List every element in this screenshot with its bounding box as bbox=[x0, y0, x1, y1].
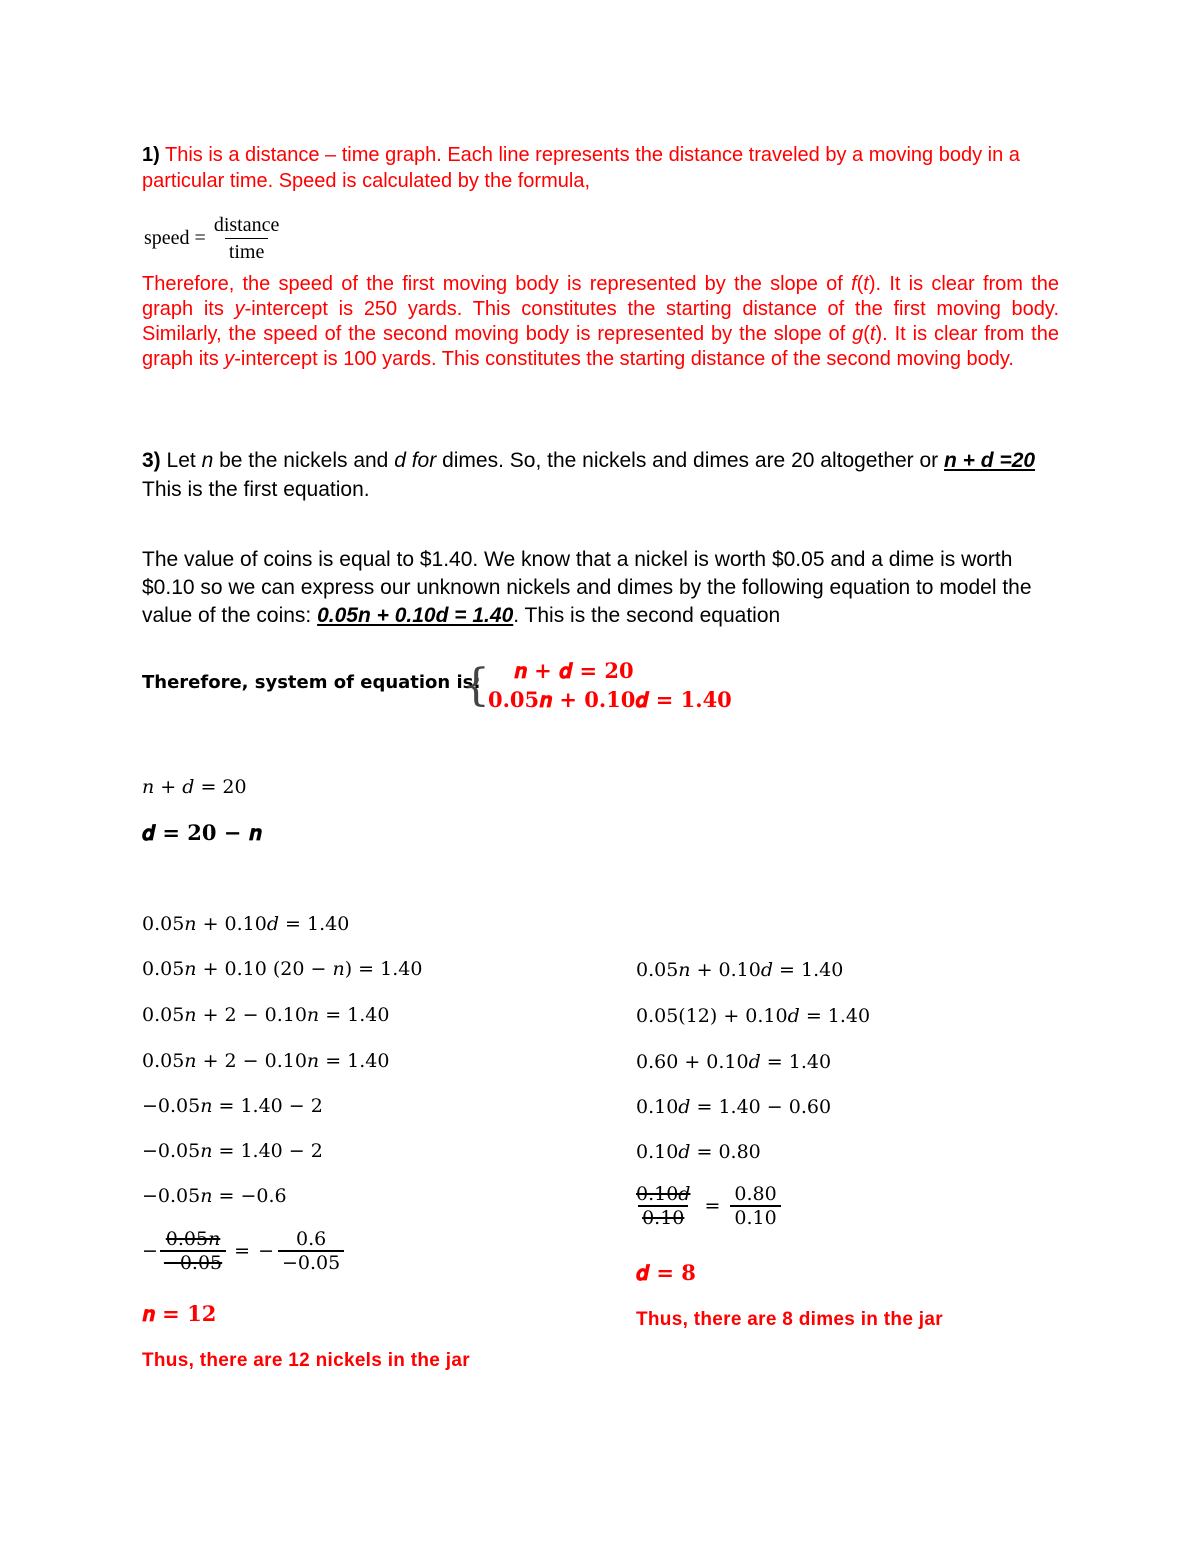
right-result: 𝒅 = 𝟖 bbox=[636, 1260, 696, 1285]
minus-sign-1: − bbox=[142, 1240, 158, 1262]
variable-y-1: y bbox=[234, 298, 245, 320]
problem-3-text-c: dimes. So, the nickels and dimes are 20 altogether or bbox=[436, 449, 945, 472]
formula-numerator: distance bbox=[213, 214, 280, 236]
left-step-4: 0.05𝑛 + 2 − 0.10𝑛 = 1.40 bbox=[142, 1050, 390, 1072]
right-fraction-2-denominator: 0.10 bbox=[730, 1205, 780, 1229]
minus-sign-2: − bbox=[258, 1240, 274, 1262]
problem-1-explanation: Therefore, the speed of the first moving body is represented by the slope of f(t). It is clear from the graph its y-intercept is 250 yards. This constitutes the starting distance of the first moving body. Similarly, the speed of the second moving body is represented by the slope of g(t). It is clear from the graph its y-intercept is 100 yards. This constitutes the starting distance of the second moving body. bbox=[142, 273, 1059, 370]
left-step-5: −0.05𝑛 = 1.40 − 2 bbox=[142, 1095, 323, 1117]
system-equation-2: 𝟎.𝟎𝟓𝒏 + 𝟎.𝟏𝟎𝒅 = 𝟏.𝟒𝟎 bbox=[488, 687, 732, 712]
formula-denominator: time bbox=[225, 238, 269, 265]
problem-3-text-a: Let bbox=[160, 449, 202, 472]
left-conclusion: Thus, there are 12 nickels in the jar bbox=[142, 1350, 470, 1371]
value-paragraph bbox=[142, 546, 1064, 630]
second-equation: 0.05n + 0.10d = 1.40 bbox=[317, 604, 514, 627]
right-step-4: 0.10𝑑 = 1.40 − 0.60 bbox=[636, 1096, 832, 1118]
explanation-part-a: Therefore, the speed of the first moving body is represented by the slope of bbox=[142, 273, 852, 295]
left-fraction-2 bbox=[278, 1228, 344, 1274]
problem-3-number: 3) bbox=[142, 449, 161, 472]
left-step-2: 0.05𝑛 + 0.10 (20 − 𝑛) = 1.40 bbox=[142, 958, 423, 980]
system-label: Therefore, system of equation is: bbox=[142, 672, 481, 693]
right-fraction-1 bbox=[632, 1183, 694, 1229]
equals-sign: = bbox=[234, 1240, 251, 1262]
right-step-5: 0.10𝑑 = 0.80 bbox=[636, 1141, 761, 1163]
right-conclusion: Thus, there are 8 dimes in the jar bbox=[636, 1309, 943, 1330]
problem-3-text-e: This is the first equation. bbox=[142, 478, 370, 501]
speed-formula bbox=[144, 212, 283, 265]
right-step-1: 0.05𝑛 + 0.10𝑑 = 1.40 bbox=[636, 959, 844, 981]
variable-t-1: t bbox=[863, 273, 869, 295]
variable-t-2: t bbox=[869, 323, 876, 345]
explanation-part-d: . It is clear from the graph its bbox=[142, 323, 1059, 370]
substitution-line-1: 𝑛 + 𝑑 = 20 bbox=[142, 776, 247, 798]
right-fraction-1-denominator: 0.10 bbox=[638, 1205, 688, 1229]
right-fraction-step bbox=[632, 1183, 781, 1229]
problem-3-intro bbox=[142, 446, 1062, 504]
explanation-part-b: . It is clear from the graph its bbox=[142, 273, 1059, 320]
system-equation-1: 𝒏 + 𝒅 = 𝟐𝟎 bbox=[514, 658, 634, 683]
left-step-7: −0.05𝑛 = −0.6 bbox=[142, 1185, 287, 1207]
explanation-part-e: -intercept is 100 yards. This constitutes the starting distance of the second moving body. bbox=[234, 348, 1014, 370]
left-result: 𝒏 = 𝟏𝟐 bbox=[142, 1301, 217, 1326]
variable-y-2: y bbox=[224, 348, 235, 370]
right-equals-sign: = bbox=[704, 1195, 721, 1217]
right-fraction-1-numerator: 0.10𝑑 bbox=[636, 1183, 691, 1205]
first-equation: n + d =20 bbox=[944, 449, 1036, 472]
right-step-3: 0.60 + 0.10𝑑 = 1.40 bbox=[636, 1051, 832, 1073]
left-step-3: 0.05𝑛 + 2 − 0.10𝑛 = 1.40 bbox=[142, 1004, 390, 1026]
value-text-a: The value of coins is equal to $1.40. We know that a nickel is worth $0.05 and a dime is worth $0.10 so we can express our unknown nickels and dimes by the following equation to model the value of the coins: bbox=[142, 548, 1032, 627]
left-step-1: 0.05𝑛 + 0.10𝑑 = 1.40 bbox=[142, 913, 350, 935]
right-fraction-2-numerator: 0.80 bbox=[734, 1183, 777, 1205]
left-step-6: −0.05𝑛 = 1.40 − 2 bbox=[142, 1140, 323, 1162]
formula-fraction bbox=[210, 212, 284, 265]
left-fraction-1 bbox=[160, 1228, 226, 1274]
right-fraction-2 bbox=[730, 1183, 780, 1229]
variable-d: d for bbox=[394, 449, 437, 472]
formula-lhs: speed = bbox=[144, 227, 206, 249]
function-f: f bbox=[851, 273, 857, 295]
left-fraction-1-denominator: −0.05 bbox=[160, 1250, 226, 1274]
left-fraction-1-numerator: 0.05𝑛 bbox=[165, 1228, 221, 1250]
value-text-b: . This is the second equation bbox=[513, 604, 781, 627]
problem-1-intro bbox=[142, 142, 1062, 194]
left-fraction-2-denominator: −0.05 bbox=[278, 1250, 344, 1274]
substitution-line-2: 𝒅 = 𝟐𝟎 − 𝒏 bbox=[142, 820, 262, 845]
left-fraction-step bbox=[142, 1228, 344, 1274]
explanation-part-c: -intercept is 250 yards. This constitutes the starting distance of the first moving body. Similarly, the speed of the second moving body is represented by the slope of bbox=[142, 298, 1059, 345]
function-g: g bbox=[852, 323, 864, 345]
problem-1-number: 1) bbox=[142, 144, 160, 166]
problem-3-text-b: be the nickels and bbox=[213, 449, 395, 472]
left-fraction-2-numerator: 0.6 bbox=[296, 1228, 327, 1250]
system-brace: { bbox=[462, 660, 490, 711]
variable-n: n bbox=[201, 449, 214, 472]
right-step-2: 0.05(12) + 0.10𝑑 = 1.40 bbox=[636, 1005, 871, 1027]
problem-1-text: This is a distance – time graph. Each line represents the distance traveled by a moving body in a particular time. Speed is calculated by the formula, bbox=[142, 144, 1020, 192]
